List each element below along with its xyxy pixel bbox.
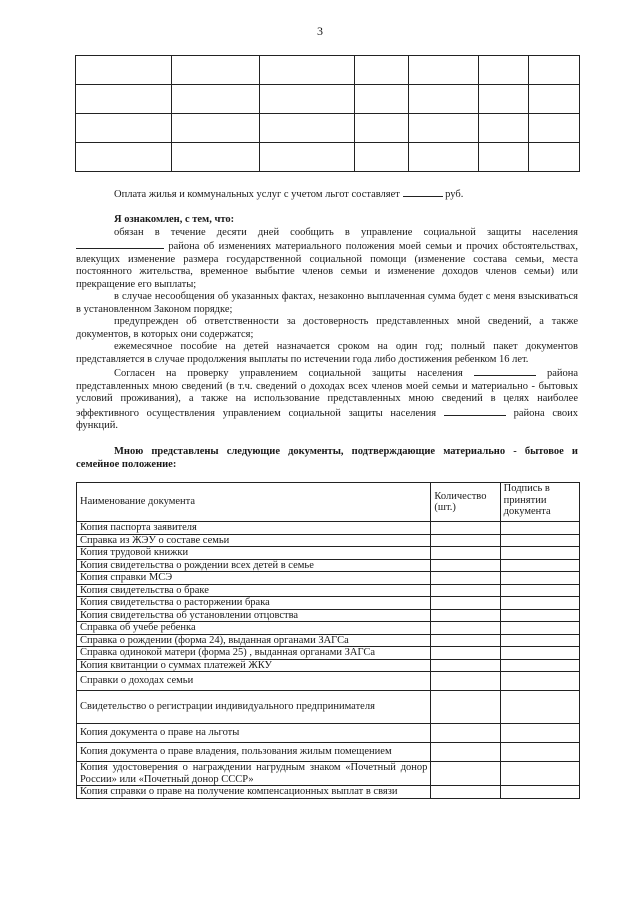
qty-cell[interactable] [431,622,500,635]
sign-cell[interactable] [500,622,579,635]
sign-cell[interactable] [500,659,579,672]
table-row [77,597,580,610]
sign-cell[interactable] [500,672,579,691]
documents-heading [76,446,578,471]
sign-cell[interactable] [500,547,579,560]
doc-name: Свидетельство о регистрации индивидуального предпринимателя [77,691,431,724]
top-empty-table [75,55,580,172]
acknowledgement-block [76,214,578,433]
ack-paragraph-5b: района представленных мною сведений (в т.ч. сведений о доходах всех членов моей семьи и материально - бытовых условий проживания), а также на использование представленных мною сведений в целях наиболее эффективного осуществления управлением социальной защиты населения [76,368,579,419]
utilities-unit: руб. [445,189,464,200]
table-row [77,634,580,647]
table-row [76,114,580,143]
table-row [77,522,580,535]
sign-cell[interactable] [500,691,579,724]
qty-cell[interactable] [431,534,500,547]
qty-cell[interactable] [431,786,500,799]
page-number: 3 [317,24,323,38]
qty-cell[interactable] [431,724,500,743]
table-row [77,584,580,597]
district-blank-1 [76,239,164,249]
qty-cell[interactable] [431,559,500,572]
sign-cell[interactable] [500,786,579,799]
table-row [77,534,580,547]
table-row [77,572,580,585]
doc-name: Копия квитанции о суммах платежей ЖКУ [77,659,431,672]
table-row [77,547,580,560]
documents-header-row [77,483,580,522]
doc-name: Копия документа о праве на льготы [77,724,431,743]
sign-cell[interactable] [500,534,579,547]
doc-name: Копия удостоверения о награждении нагрудным знаком «Почетный донор России» или «Почетный донор СССР» [77,762,431,786]
qty-cell[interactable] [431,691,500,724]
doc-name: Копия документа о праве владения, пользования жилым помещением [77,743,431,762]
utilities-line [76,187,578,202]
qty-cell[interactable] [431,659,500,672]
qty-cell[interactable] [431,743,500,762]
qty-cell[interactable] [431,634,500,647]
sign-cell[interactable] [500,597,579,610]
doc-name: Копия свидетельства об установлении отцовства [77,609,431,622]
qty-cell[interactable] [431,647,500,660]
sign-cell[interactable] [500,724,579,743]
table-row [77,762,580,786]
table-row [77,609,580,622]
qty-cell[interactable] [431,522,500,535]
table-row [77,724,580,743]
table-row [77,691,580,724]
qty-cell[interactable] [431,584,500,597]
district-blank-3 [444,406,506,416]
table-row [76,85,580,114]
qty-cell[interactable] [431,672,500,691]
doc-name: Копия трудовой книжки [77,547,431,560]
qty-cell[interactable] [431,547,500,560]
table-row [77,559,580,572]
documents-heading-text: Мною представлены следующие документы, подтверждающие материально - бытовое и семейное положение: [76,446,578,470]
ack-paragraph-4: ежемесячное пособие на детей назначается сроком на один год; полный пакет документов представляется в случае продолжения выплаты по истечении года либо достижения ребенком 16 лет. [76,341,578,365]
sign-cell[interactable] [500,609,579,622]
utilities-label: Оплата жилья и коммунальных услуг с учетом льгот составляет [114,189,400,200]
utilities-blank [403,187,443,197]
district-blank-2 [474,366,536,376]
qty-cell[interactable] [431,597,500,610]
table-row [77,743,580,762]
doc-name: Копия справки МСЭ [77,572,431,585]
doc-name: Копия справки о праве на получение компенсационных выплат в связи [77,786,431,799]
documents-table [76,482,580,799]
sign-cell[interactable] [500,572,579,585]
doc-name: Справки о доходах семьи [77,672,431,691]
sign-cell[interactable] [500,647,579,660]
col-header-sign: Подпись в принятии документа [500,483,579,522]
table-row [77,647,580,660]
sign-cell[interactable] [500,584,579,597]
sign-cell[interactable] [500,762,579,786]
ack-paragraph-5a: Согласен на проверку управлением социальной защиты населения [114,368,463,379]
doc-name: Копия паспорта заявителя [77,522,431,535]
col-header-name: Наименование документа [77,483,431,522]
sign-cell[interactable] [500,743,579,762]
table-row [77,622,580,635]
table-row [77,672,580,691]
doc-name: Справка о рождении (форма 24), выданная органами ЗАГСа [77,634,431,647]
doc-name: Справка одинокой матери (форма 25) , выданная органами ЗАГСа [77,647,431,660]
table-row [76,56,580,85]
qty-cell[interactable] [431,572,500,585]
doc-name: Копия свидетельства о рождении всех детей в семье [77,559,431,572]
table-row [77,786,580,799]
doc-name: Справка об учебе ребенка [77,622,431,635]
qty-cell[interactable] [431,762,500,786]
sign-cell[interactable] [500,634,579,647]
sign-cell[interactable] [500,559,579,572]
ack-paragraph-3: предупрежден об ответственности за достоверность представленных мной сведений, а также документов, в которых они содержатся; [76,316,578,340]
doc-name: Копия свидетельства о браке [77,584,431,597]
doc-name: Справка из ЖЭУ о составе семьи [77,534,431,547]
qty-cell[interactable] [431,609,500,622]
ack-paragraph-1b: района об изменениях материального положения моей семьи и прочих обстоятельствах, влекущих изменение размера государственной социальной помощи (изменение состава семьи, места постоянного жительства, временное выбытие членов семьи и изменение доходов членов семьи) или прекращение его выплаты; [76,241,578,290]
ack-paragraph-5c: района своих функций. [76,407,579,431]
acknowledgement-heading: Я ознакомлен, с тем, что: [114,214,235,225]
ack-paragraph-2: в случае несообщения об указанных фактах, незаконно выплаченная сумма будет с меня взыскиваться в установленном Законом порядке; [76,291,578,315]
col-header-qty: Количество (шт.) [431,483,500,522]
ack-paragraph-1a: обязан в течение десяти дней сообщить в управление социальной защиты населения [114,226,578,238]
table-row [76,143,580,172]
doc-name: Копия свидетельства о расторжении брака [77,597,431,610]
table-row [77,659,580,672]
sign-cell[interactable] [500,522,579,535]
